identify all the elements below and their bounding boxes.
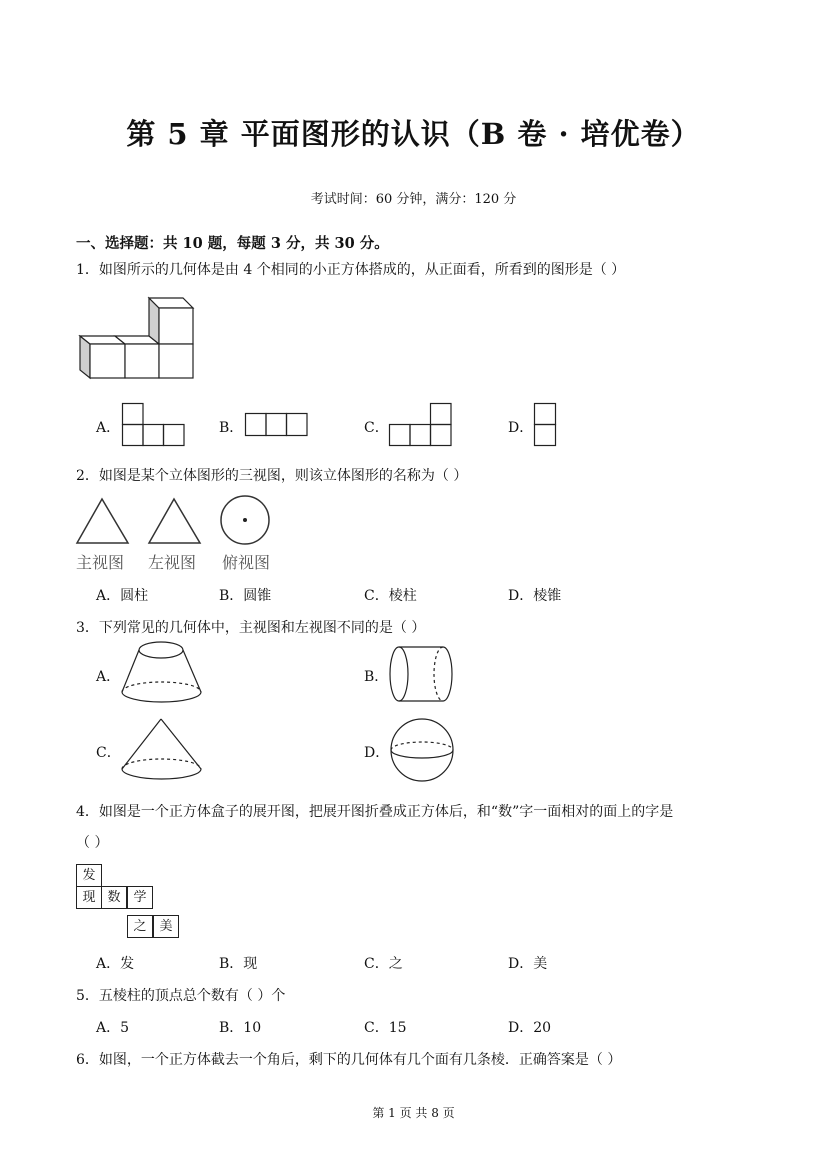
question-1: 1．如图所示的几何体是由 4 个相同的小正方体搭成的，从正面看，所看到的图形是（ ） (76, 262, 626, 278)
q2-option-a[interactable]: A．圆柱 (96, 588, 149, 604)
page-title: 第 5 章 平面图形的认识（B 卷 · 培优卷） (126, 117, 701, 151)
question-4: 4．如图是一个正方体盒子的展开图，把展开图折叠成正方体后，和“数”字一面相对的面上的字是 (76, 804, 674, 820)
question-5: 5．五棱柱的顶点总个数有（ ）个 (76, 988, 286, 1004)
frustum-figure (120, 640, 204, 706)
q1-option-c-figure (389, 403, 453, 447)
q4-option-b[interactable]: B．现 (219, 956, 258, 972)
sphere-figure (389, 717, 459, 785)
q5-option-a[interactable]: A．5 (96, 1020, 130, 1036)
q1-option-a-figure (122, 403, 186, 447)
cube-stack-figure (78, 296, 196, 380)
cylinder-figure (388, 645, 458, 705)
section-heading: 一、选择题：共 10 题，每题 3 分，共 30 分。 (76, 235, 389, 252)
q3-option-c[interactable]: C． (96, 745, 121, 761)
q4-option-d[interactable]: D．美 (508, 956, 548, 972)
q1-option-b-figure (245, 413, 309, 437)
net-face-xue: 学 (127, 886, 153, 909)
q1-option-c[interactable]: C． (364, 420, 389, 436)
net-face-shu: 数 (101, 886, 127, 909)
q4-option-a[interactable]: A．发 (96, 956, 135, 972)
net-face-mei: 美 (153, 915, 179, 938)
q4-option-c[interactable]: C．之 (364, 956, 403, 972)
question-4-bracket: （ ） (76, 835, 109, 851)
side-view-triangle (148, 497, 202, 545)
q2-option-d[interactable]: D．棱锥 (508, 588, 562, 604)
net-face-fa: 发 (76, 864, 102, 887)
label-top-view: 俯视图 (222, 553, 271, 572)
q1-option-a[interactable]: A． (96, 420, 121, 436)
q5-option-d[interactable]: D．20 (508, 1020, 552, 1036)
q5-option-b[interactable]: B．10 (219, 1020, 262, 1036)
net-face-xian: 现 (76, 886, 102, 909)
question-3: 3．下列常见的几何体中，主视图和左视图不同的是（ ） (76, 620, 426, 636)
top-view-circle (219, 494, 273, 546)
q1-option-d-figure (534, 403, 558, 447)
question-2: 2．如图是某个立体图形的三视图，则该立体图形的名称为（ ） (76, 468, 468, 484)
label-front-view: 主视图 (76, 553, 125, 572)
q3-option-a[interactable]: A． (96, 669, 121, 685)
exam-info: 考试时间：60 分钟，满分：120 分 (310, 192, 517, 207)
q2-option-c[interactable]: C．棱柱 (364, 588, 417, 604)
label-side-view: 左视图 (148, 553, 197, 572)
q1-option-d[interactable]: D． (508, 420, 534, 436)
q5-option-c[interactable]: C．15 (364, 1020, 407, 1036)
net-face-zhi: 之 (127, 915, 153, 938)
front-view-triangle (76, 497, 130, 545)
page-footer: 第 1 页 共 8 页 (372, 1106, 455, 1120)
q2-option-b[interactable]: B．圆锥 (219, 588, 272, 604)
q3-option-d[interactable]: D． (364, 745, 390, 761)
q3-option-b[interactable]: B． (364, 669, 389, 685)
question-6: 6．如图，一个正方体截去一个角后，剩下的几何体有几个面有几条棱．正确答案是（ ） (76, 1052, 622, 1068)
q1-option-b[interactable]: B． (219, 420, 244, 436)
cone-figure (120, 717, 204, 783)
